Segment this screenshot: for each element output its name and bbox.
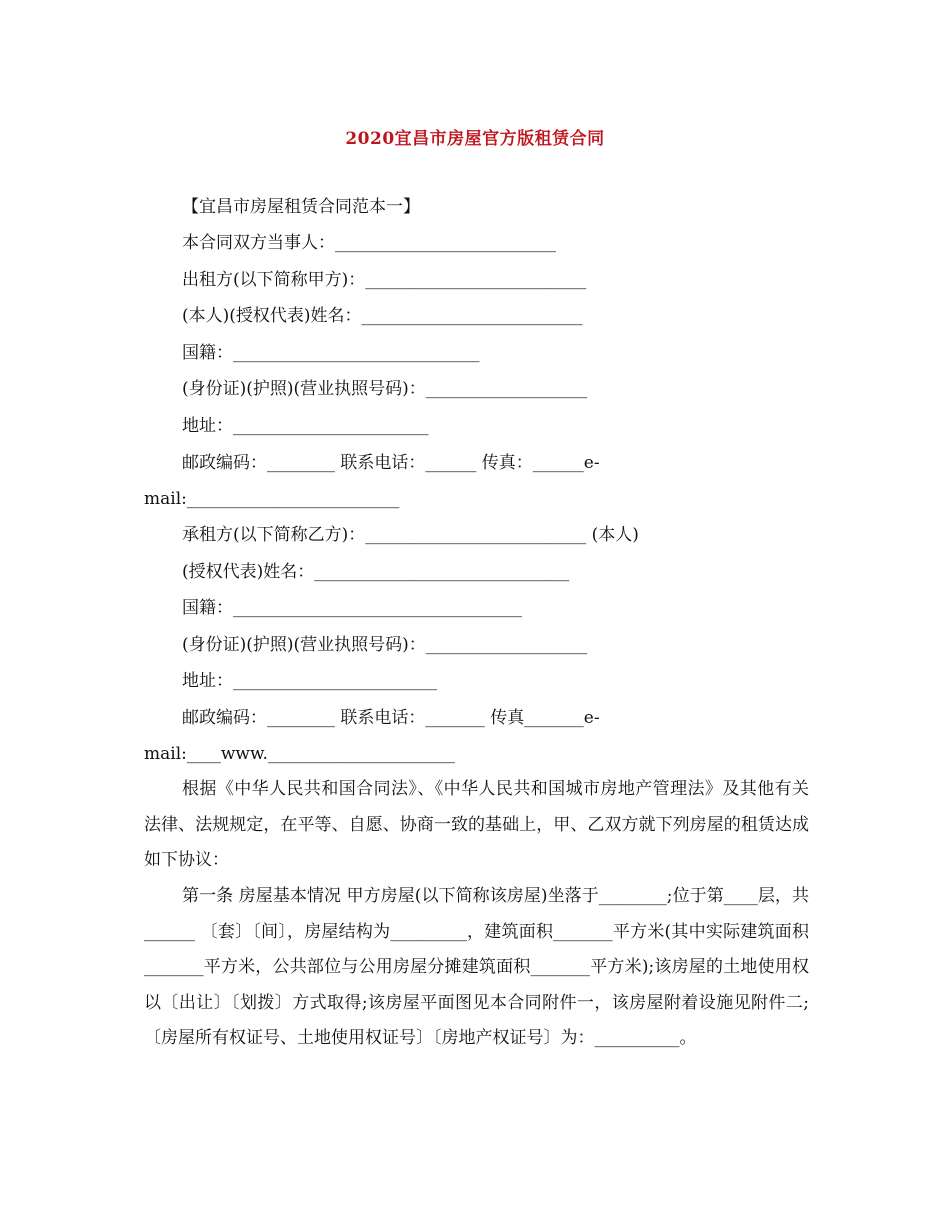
field-line-parties: 本合同双方当事人：__________________________ — [182, 233, 556, 253]
paragraph-legal-basis: 根据《中华人民共和国合同法》、《中华人民共和国城市房地产管理法》及其他有关法律、法规规定，在平等、自愿、协商一致的基础上，甲、乙双方就下列房屋的租赁达成如下协议： — [144, 779, 809, 870]
field-line-lessee-address: 地址：________________________ — [182, 671, 437, 691]
field-line-lessor-nationality: 国籍：_____________________________ — [182, 343, 480, 363]
section-heading: 【宜昌市房屋租赁合同范本一】 — [182, 197, 420, 217]
paragraph-article-one: 第一条 房屋基本情况 甲方房屋(以下简称该房屋)坐落于________;位于第____层，共______ 〔套〕〔间〕，房屋结构为_________，建筑面积_______平方米(其中实际建筑面积_______平方米，公共部位与公用房屋分摊建筑面积_______平方米);该房屋的土地使用权以〔出让〕〔划拨〕方式取得;该房屋平面图见本合同附件一，该房屋附着设施见附件二;〔房屋所有权证号、土地使用权证号〕〔房地产权证号〕为：__________。 — [144, 886, 809, 1048]
field-line-lessor-id: (身份证)(护照)(营业执照号码)：___________________ — [182, 379, 588, 399]
field-line-lessor-name: (本人)(授权代表)姓名：__________________________ — [182, 306, 583, 326]
field-line-lessee-id: (身份证)(护照)(营业执照号码)：___________________ — [182, 635, 588, 655]
field-line-lessee: 承租方(以下简称乙方)：__________________________ (本人) — [182, 525, 639, 545]
document-title: 2020宜昌市房屋官方版租赁合同 — [345, 129, 605, 149]
field-line-lessee-name: (授权代表)姓名：______________________________ — [182, 562, 570, 582]
field-line-lessor-contact: 邮政编码：________ 联系电话：______ 传真：______e- — [182, 453, 600, 473]
field-line-lessee-contact: 邮政编码：________ 联系电话：_______ 传真_______e- — [182, 708, 600, 728]
field-line-lessor-email: mail:_________________________ — [144, 489, 400, 509]
field-line-lessee-nationality: 国籍：__________________________________ — [182, 598, 522, 618]
field-line-lessor: 出租方(以下简称甲方)：__________________________ — [182, 270, 587, 290]
field-line-lessee-email: mail:____www.______________________ — [144, 744, 455, 764]
field-line-lessor-address: 地址：_______________________ — [182, 416, 429, 436]
